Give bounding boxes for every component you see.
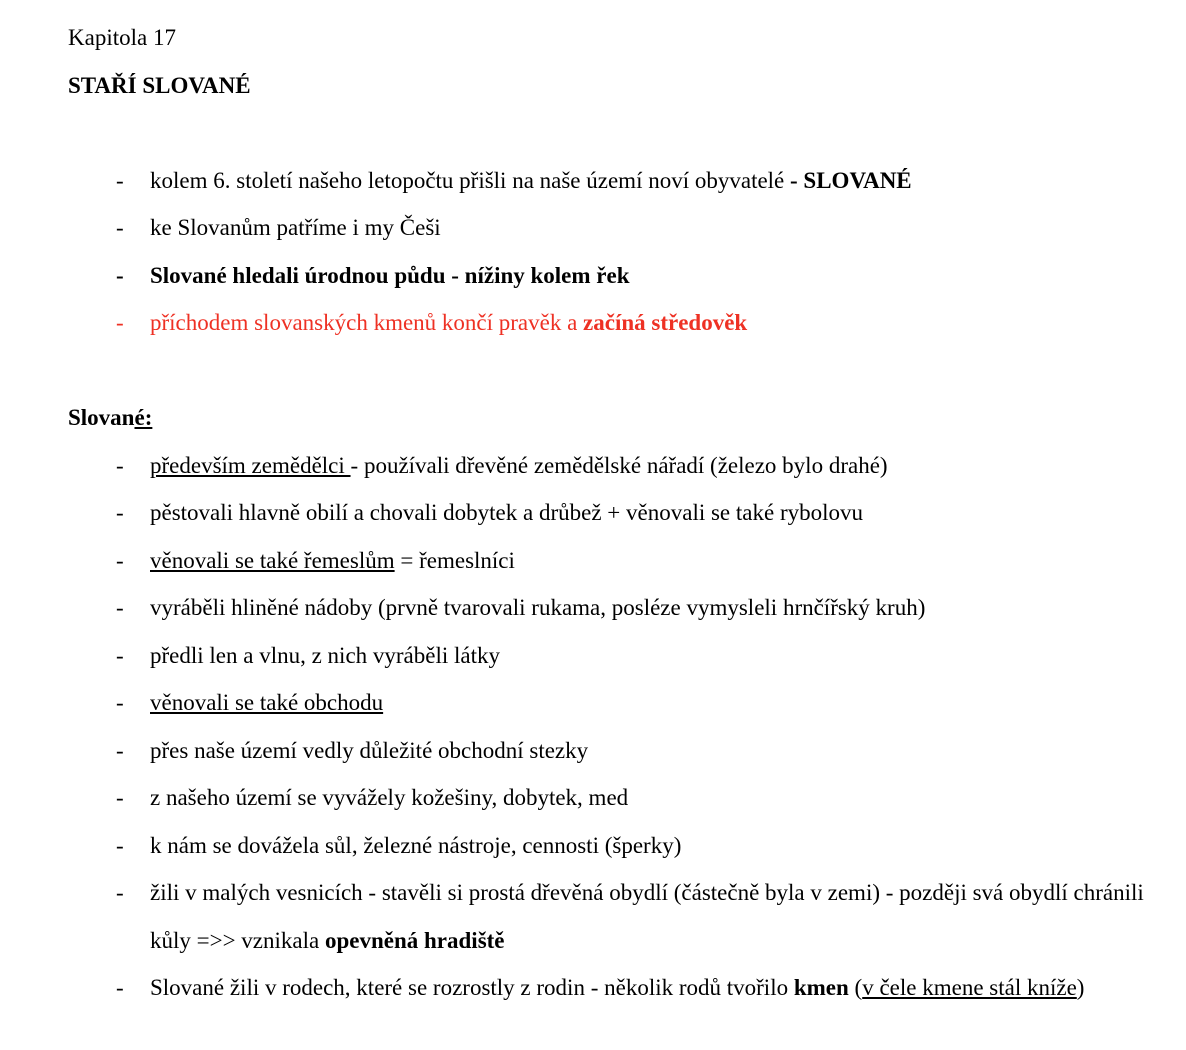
text-segment: kolem 6. století našeho letopočtu přišli na naše území noví obyvatelé [150,167,791,193]
text-segment: ( [848,975,863,1000]
bullet-item [68,584,1150,632]
chapter-label: Kapitola 17 [68,25,176,50]
text-segment: věnovali se také obchodu [150,690,384,715]
details-bullet-list [68,442,1150,1012]
text-segment: předli len a vlnu, z nich vyráběli látky [150,642,500,668]
bullet-item [68,774,1150,822]
text-segment: Slované hledali úrodnou půdu - nížiny kolem řek [150,262,630,288]
text-segment: Slované žili v rodech, které se rozrostly z rodin - několik rodů tvořilo [150,975,794,1000]
text-segment: Slovan [68,405,135,430]
bullet-item [68,489,1150,537]
text-segment: žili v malých vesnicích - stavěli si prostá dřevěná obydlí (částečně byla v zemi) - později svá obydlí chránili kůly =>> vznikala [150,880,1144,953]
text-segment: příchodem slovanských kmenů končí pravěk a [150,310,584,335]
bullet-item [68,869,1150,964]
text-segment: začíná středověk [583,310,748,335]
section-heading [68,394,1150,442]
bullet-item [68,299,1150,347]
text-segment: ) [1076,975,1085,1000]
text-segment: vyráběli hliněné nádoby (prvně tvarovali rukama, posléze vymysleli hrnčířský kruh) [150,595,926,620]
text-segment: é: [134,405,153,430]
text-segment: opevněná hradiště [324,927,505,953]
text-segment: = řemeslníci [394,547,515,573]
bullet-item [68,727,1150,775]
bullet-item [68,537,1150,585]
text-segment: - SLOVANÉ [790,167,912,193]
bullet-item [68,442,1150,490]
document-title: STAŘÍ SLOVANÉ [68,72,251,98]
text-segment: - používali dřevěné zemědělské nářadí (železo bylo drahé) [350,452,888,478]
text-segment: věnovali se také řemeslům [150,547,395,573]
text-segment: k nám se dovážela sůl, železné nástroje, cennosti (šperky) [150,832,682,858]
intro-bullet-list [68,157,1150,347]
text-segment: přes naše území vedly důležité obchodní stezky [150,737,589,763]
text-segment: především zemědělci [150,452,351,478]
text-segment: z našeho území se vyvážely kožešiny, dobytek, med [150,785,629,810]
text-segment: v čele kmene stál kníže [862,975,1077,1000]
text-segment: ke Slovanům patříme i my Češi [150,215,441,240]
bullet-item [68,822,1150,870]
text-segment: kmen [793,975,849,1000]
bullet-item [68,632,1150,680]
text-segment: pěstovali hlavně obilí a chovali dobytek a drůbež + věnovali se také rybolovu [150,500,863,525]
bullet-item [68,157,1150,205]
bullet-item [68,964,1150,1012]
bullet-item [68,204,1150,252]
bullet-item [68,252,1150,300]
bullet-item [68,679,1150,727]
